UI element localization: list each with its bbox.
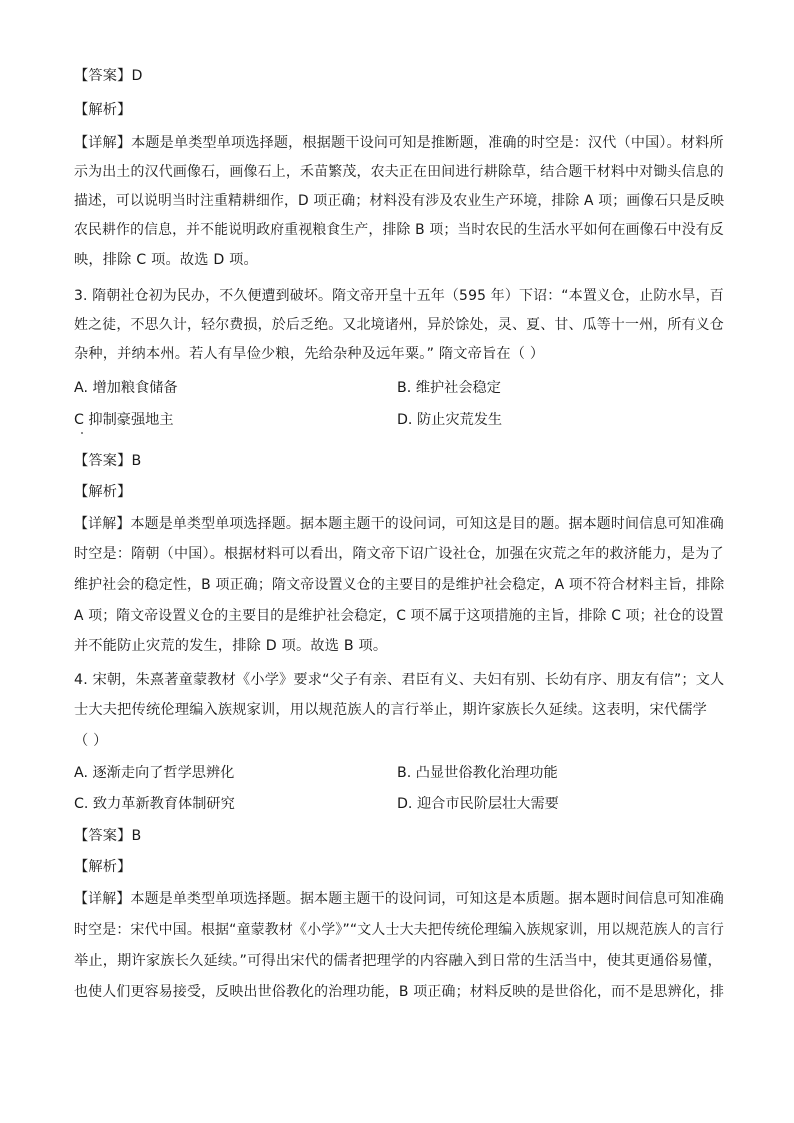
q2-detail-line: 映，排除 C 项。故选 D 项。 [74, 252, 258, 268]
q3-detail-line: 维护社会的稳定性，B 项正确；隋文帝设置义仓的主要目的是维护社会稳定，A 项不符合材料主旨，排除 [74, 577, 725, 593]
q4-option-a: A. 逐渐走向了哲学思辨化 [74, 765, 235, 781]
q2-detail-line: 描述，可以说明当时注重精耕细作，D 项正确；材料没有涉及农业生产环境，排除 A 项；画像石只是反映 [74, 193, 725, 209]
q2-detail-line: 农民耕作的信息，并不能说明政府重视粮食生产，排除 B 项；当时农民的生活水平如何在画像石中没有反 [74, 222, 724, 238]
stray-dot [81, 432, 83, 434]
q4-analysis-heading: 【解析】 [74, 859, 132, 875]
q3-detail-line: A 项；隋文帝设置义仓的主要目的是维护社会稳定，C 项不属于这项措施的主旨，排除 C 项；社仓的设置 [74, 608, 724, 624]
q3-stem-line: 杂种，并纳本州。若人有旱俭少粮，先给杂种及远年粟。” 隋文帝旨在（ ） [74, 346, 545, 362]
q3-detail-line: 并不能防止灾荒的发生，排除 D 项。故选 B 项。 [74, 638, 388, 654]
q2-detail-line: 【详解】本题是单类型单项选择题，根据题干设问可知是推断题，准确的时空是：汉代（中国）。材料所 [74, 135, 724, 151]
q4-stem-line: 4. 宋朝，朱熹著童蒙教材《小学》要求“父子有亲、君臣有义、夫妇有别、长幼有序、朋友有信”；文人 [74, 672, 725, 688]
q4-detail-line: 时空是：宋代中国。根据“童蒙教材《小学》”“文人士大夫把传统伦理编入族规家训，用以规范族人的言行 [74, 922, 725, 938]
q3-option-d: D. 防止灾荒发生 [397, 412, 503, 428]
q3-answer: 【答案】B [74, 453, 142, 469]
q4-answer: 【答案】B [74, 828, 142, 844]
q4-stem-line: （ ） [74, 733, 108, 749]
q3-stem-line: 姓之徒，不思久计，轻尔费损，於后乏绝。又北境诸州，异於馀处，灵、夏、甘、瓜等十一州，所有义仓 [74, 317, 724, 333]
q2-detail-line: 示为出土的汉代画像石，画像石上，禾苗繁茂，农夫正在田间进行耕除草，结合题干材料中对锄头信息的 [74, 164, 724, 180]
q3-detail-line: 【详解】本题是单类型单项选择题。据本题主题干的设问词，可知这是目的题。据本题时间信息可知准确 [74, 516, 724, 532]
q3-detail-line: 时空是：隋朝（中国）。根据材料可以看出，隋文帝下诏广设社仓，加强在灾荒之年的救济能力，是为了 [74, 546, 724, 562]
q4-stem-line: 士大夫把传统伦理编入族规家训，用以规范族人的言行举止，期许家族长久延续。这表明，宋代儒学 [74, 702, 708, 718]
q3-stem-line: 3. 隋朝社仓初为民办，不久便遭到破坏。隋文帝开皇十五年（595 年）下诏：“本置义仓，止防水旱，百 [74, 288, 724, 304]
q4-detail-line: 也使人们更容易接受，反映出世俗教化的治理功能，B 项正确；材料反映的是世俗化，而不是思辨化，排 [74, 984, 725, 1000]
q3-option-b: B. 维护社会稳定 [397, 380, 501, 396]
q4-detail-line: 【详解】本题是单类型单项选择题。据本题主题干的设问词，可知这是本质题。据本题时间信息可知准确 [74, 891, 724, 907]
q4-option-d: D. 迎合市民阶层壮大需要 [397, 796, 559, 812]
q4-option-b: B. 凸显世俗教化治理功能 [397, 765, 558, 781]
q4-option-c: C. 致力革新教育体制研究 [74, 796, 235, 812]
q4-detail-line: 举止，期许家族长久延续。”可得出宋代的儒者把理学的内容融入到日常的生活当中，使其更通俗易懂， [74, 953, 722, 969]
q3-option-a: A. 增加粮食储备 [74, 380, 178, 396]
q2-answer: 【答案】D [74, 68, 143, 84]
q3-analysis-heading: 【解析】 [74, 484, 132, 500]
q3-option-c: C 抑制豪强地主 [74, 412, 174, 428]
q2-analysis-heading: 【解析】 [74, 102, 132, 118]
